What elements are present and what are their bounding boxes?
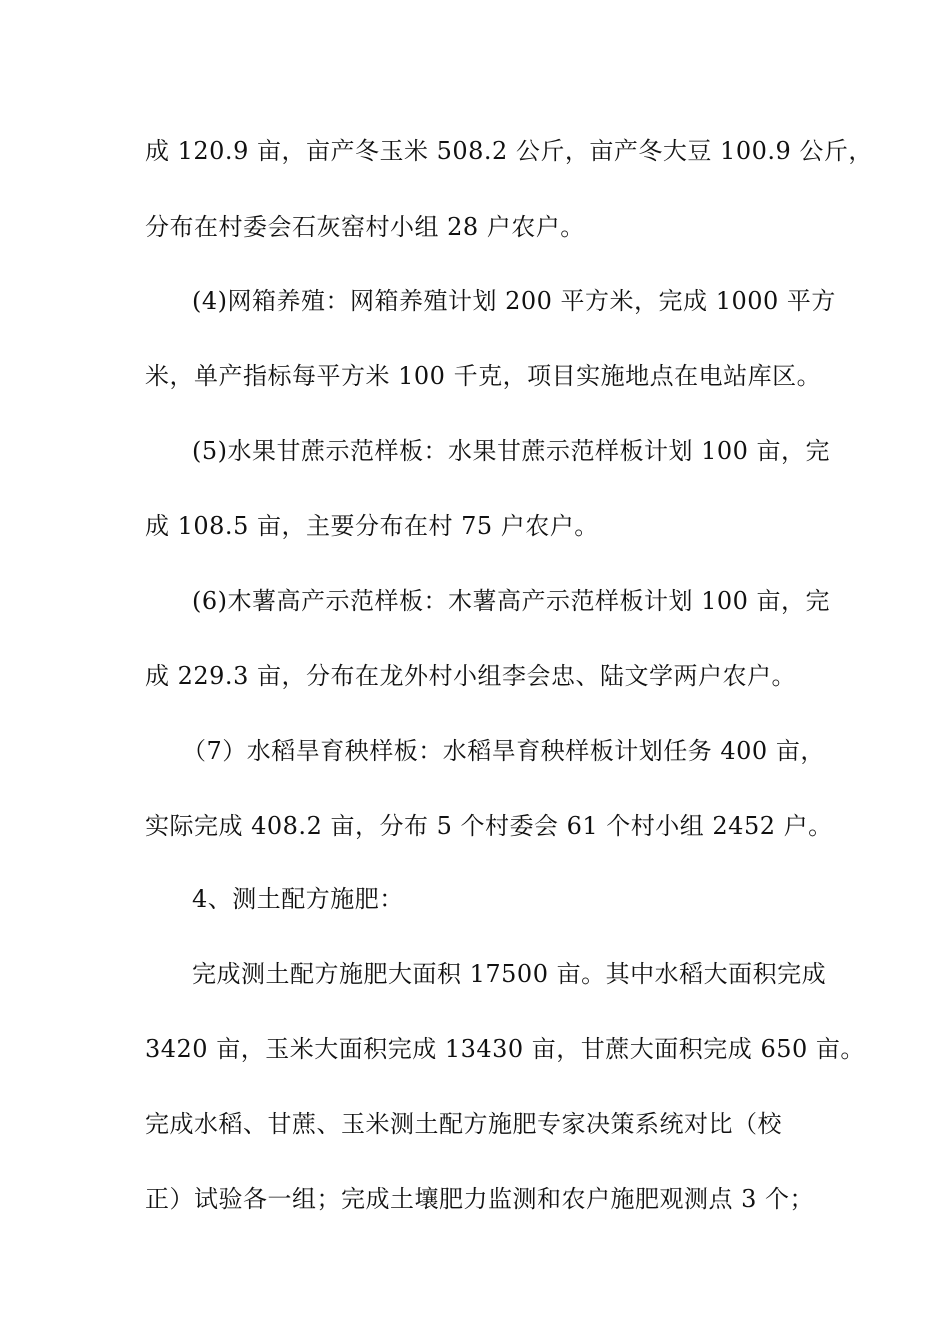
text-line: 完成水稻、甘蔗、玉米测土配方施肥专家决策系统对比（校 (145, 1110, 782, 1138)
text-line: 3420 亩，玉米大面积完成 13430 亩，甘蔗大面积完成 650 亩。 (145, 1035, 865, 1063)
text-line: (4)网箱养殖：网箱养殖计划 200 平方米，完成 1000 平方 (192, 287, 836, 315)
text-line: 米，单产指标每平方米 100 千克，项目实施地点在电站库区。 (145, 362, 822, 390)
text-line: 分布在村委会石灰窑村小组 28 户农户。 (145, 213, 585, 241)
text-line: 实际完成 408.2 亩，分布 5 个村委会 61 个村小组 2452 户。 (145, 812, 833, 840)
text-line: (5)水果甘蔗示范样板：水果甘蔗示范样板计划 100 亩，完 (192, 437, 831, 465)
text-line: 成 120.9 亩，亩产冬玉米 508.2 公斤，亩产冬大豆 100.9 公斤， (145, 137, 873, 165)
text-line: 成 229.3 亩，分布在龙外村小组李会忠、陆文学两户农户。 (145, 662, 796, 690)
text-line: 成 108.5 亩，主要分布在村 75 户农户。 (145, 512, 599, 540)
text-line: （7）水稻旱育秧样板：水稻旱育秧样板计划任务 400 亩， (182, 737, 825, 765)
text-line: (6)木薯高产示范样板：木薯高产示范样板计划 100 亩，完 (192, 587, 831, 615)
section-heading: 4、测土配方施肥： (192, 885, 404, 913)
text-line: 正）试验各一组；完成土壤肥力监测和农户施肥观测点 3 个； (145, 1185, 815, 1213)
text-line: 完成测土配方施肥大面积 17500 亩。其中水稻大面积完成 (192, 960, 827, 988)
